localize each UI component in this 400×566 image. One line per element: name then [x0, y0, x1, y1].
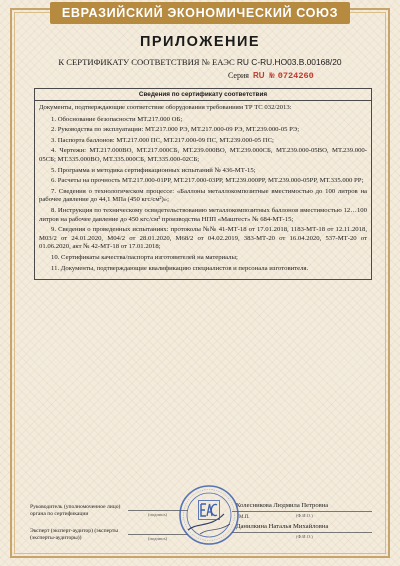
- expert-name: Данилкина Наталья Михайловна: [236, 523, 329, 530]
- document-item: 2. Руководства по эксплуатации: МТ.217.000 РЭ, МТ.217.000-09 РЭ, МТ.239.000-05 РЭ;: [51, 126, 300, 134]
- serial-line: [228, 71, 314, 81]
- document-item: 6. Расчеты на прочность МТ.217.000-01РР, МТ.217.000-03РР, МТ.239.000РР, МТ.239.000-05РР, МТ.335.000 РР;: [51, 177, 364, 185]
- document-item: 5. Программа и методика сертификационных испытаний № 436-МТ-15;: [51, 166, 256, 174]
- certificate-reference: [0, 57, 400, 67]
- table-header: Сведения по сертификату соответствия: [35, 89, 371, 101]
- table-body: [35, 101, 371, 279]
- document-item: 8. Инструкция по техническому освидетельствованию металлокомпозитных баллонов вместимостью 12…100 литров на рабочее давление до 450 кгс/см² производства НПП «Маштест» № 684-МТ-15;: [39, 206, 367, 223]
- certificate-details-table: [34, 88, 372, 280]
- expert-name-line: [232, 532, 372, 533]
- expert-signature-caption: (подпись): [148, 536, 168, 541]
- head-signature-caption: (подпись): [148, 512, 168, 517]
- form-number-label: №: [269, 71, 275, 81]
- document-item: 7. Сведения о технологическом процессе: «Баллоны металлокомпозитные вместимостью до 100 литров на рабочее давление до 44,1 МПа (450 кгс/см²)»;: [39, 187, 367, 204]
- head-name-line: [232, 511, 372, 512]
- document-item: 3. Паспорта баллонов: МТ.217.000 ПС, МТ.217.000-09 ПС, МТ.239.000-05 ПС;: [51, 136, 274, 144]
- documents-intro: Документы, подтверждающие соответствие оборудования требованиям ТР ТС 032/2013:: [39, 104, 292, 111]
- seria-label: Серия: [228, 71, 249, 80]
- eac-mark-icon: [198, 500, 220, 520]
- document-item: 1. Обоснование безопасности МТ.217.000 ОБ;: [51, 115, 183, 123]
- page-title: ПРИЛОЖЕНИЕ: [139, 34, 261, 50]
- expert-label: Эксперт (эксперт-аудитор) (эксперты (эксперты-аудиторы)): [30, 528, 119, 541]
- certificate-prefix: К СЕРТИФИКАТУ СООТВЕТСТВИЯ № ЕАЭС: [58, 57, 235, 67]
- form-number: 0724260: [277, 71, 314, 81]
- document-item: 10. Сертификаты качества/паспорта изготовителей на материалы;: [51, 253, 238, 261]
- seal-place-label: М.П.: [239, 515, 250, 520]
- head-name: Колесникова Людмила Петровна: [236, 502, 329, 509]
- document-item: 9. Сведения о проведенных испытаниях: протоколы №№ 41-МТ-18 от 17.01.2018, 1183-МТ-18 от 12.11.2018, М03/2 от 24.01.2020, М04/2 от 28.01.2020, М68/2 от 04.02.2019, 383-МТ-20 от 16.04.2020, 537-МТ-20 от 01.06.2020, акт № 42-МТ-18 от 17.01.2018;: [39, 226, 367, 251]
- expert-name-caption: (Ф.И.О.): [296, 534, 313, 539]
- document-item: 4. Чертежи: МТ.217.000ВО, МТ.217.000СБ, МТ.239.000ВО, МТ.239.000СБ, МТ.239.000-05ВО, МТ.239.000-05СБ; МТ.335.000ВО, МТ.335.000СБ, МТ.335.000-02СБ;: [39, 147, 367, 163]
- head-name-caption: (Ф.И.О.): [296, 513, 313, 518]
- certificate-number: RU С-RU.НО03.В.00168/20: [236, 57, 342, 67]
- union-banner: ЕВРАЗИЙСКИЙ ЭКОНОМИЧЕСКИЙ СОЮЗ: [50, 2, 350, 24]
- head-of-body-label: Руководитель (уполномоченное лицо) органа по сертификации: [30, 504, 121, 517]
- document-item: 11. Документы, подтверждающие квалификацию специалистов и персонала изготовителя.: [51, 264, 309, 272]
- seria-value: RU: [252, 71, 265, 80]
